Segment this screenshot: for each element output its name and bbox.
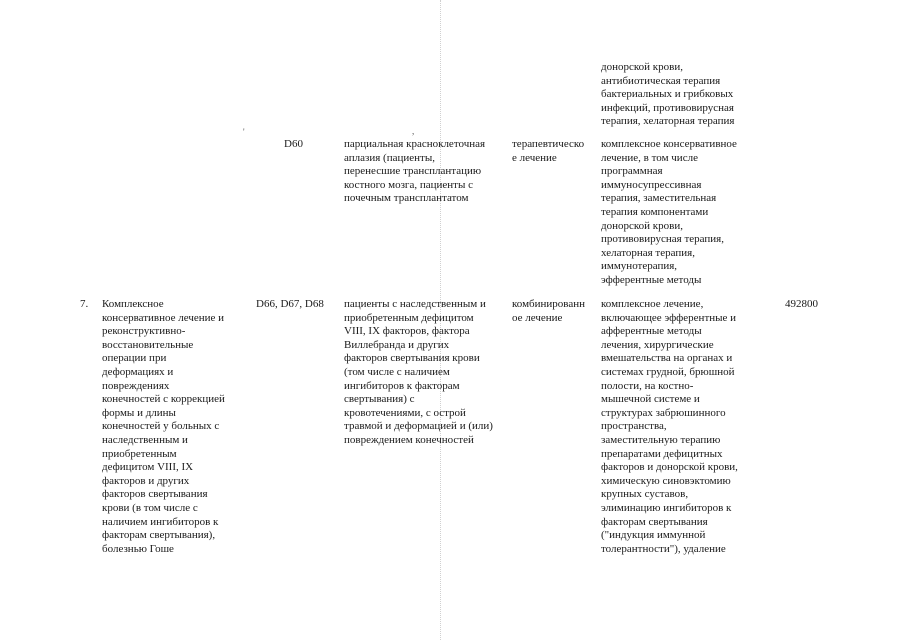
row-2-treatment: комплексное лечение, включающее эфферентные и афферентные методы лечения, хирургические вмешательства на органах и системах грудной, брюшной полости, на костно- мышечной системе и структурах забрюшинного пространства, заместительную терапию препаратами дефицитных факторов и донорской крови, химическую синовэктомию крупных суставов, элиминацию ингибиторов к факторам свертывания ("индукция иммунной толерантности"), удаление [601,298,738,555]
row-2-name: Комплексное консервативное лечение и реконструктивно- восстановительные операции при деформациях и повреждениях конечностей с коррекцией формы и длины конечностей у больных с наследственным и приобретенным дефицитом VIII, IX факторов и других факторов свертывания крови (в том числе с наличием ингибиторов к факторам свертывания), болезнью Гоше [102,298,225,555]
row-2-cost: 492800 [785,298,818,310]
row-1-treatment-type: терапевтическо е лечение [512,138,585,164]
row-1-patients: парциальная красноклеточная аплазия (пациенты, перенесшие трансплантацию костного мозга, пациенты с почечным трансплантатом [344,138,486,205]
scan-mark: ' [243,127,245,137]
row-2-code: D66, D67, D68 [256,298,324,310]
row-0-treatment: донорской крови, антибиотическая терапия бактериальных и грибковых инфекций, противовирусная терапия, хелаторная терапия [601,61,735,128]
row-2-number: 7. [80,298,89,310]
row-1-code: D60 [284,138,303,150]
row-1-treatment: комплексное консервативное лечение, в том числе программная иммуносупрессивная терапия, заместительная терапия компонентами донорской крови, противовирусная терапия, хелаторная терапия, иммунотерапия, эфферентные методы [601,138,737,286]
row-2-patients: пациенты с наследственным и приобретенным дефицитом VIII, IX факторов, фактора Виллебранда и других факторов свертывания крови (том числе с наличием ингибиторов к факторам свертывания) с кровотечениями, с острой травмой и деформацией и (или) повреждением конечностей [344,298,493,446]
scan-mark: , [412,126,415,136]
row-2-treatment-type: комбинированн ое лечение [512,298,585,324]
